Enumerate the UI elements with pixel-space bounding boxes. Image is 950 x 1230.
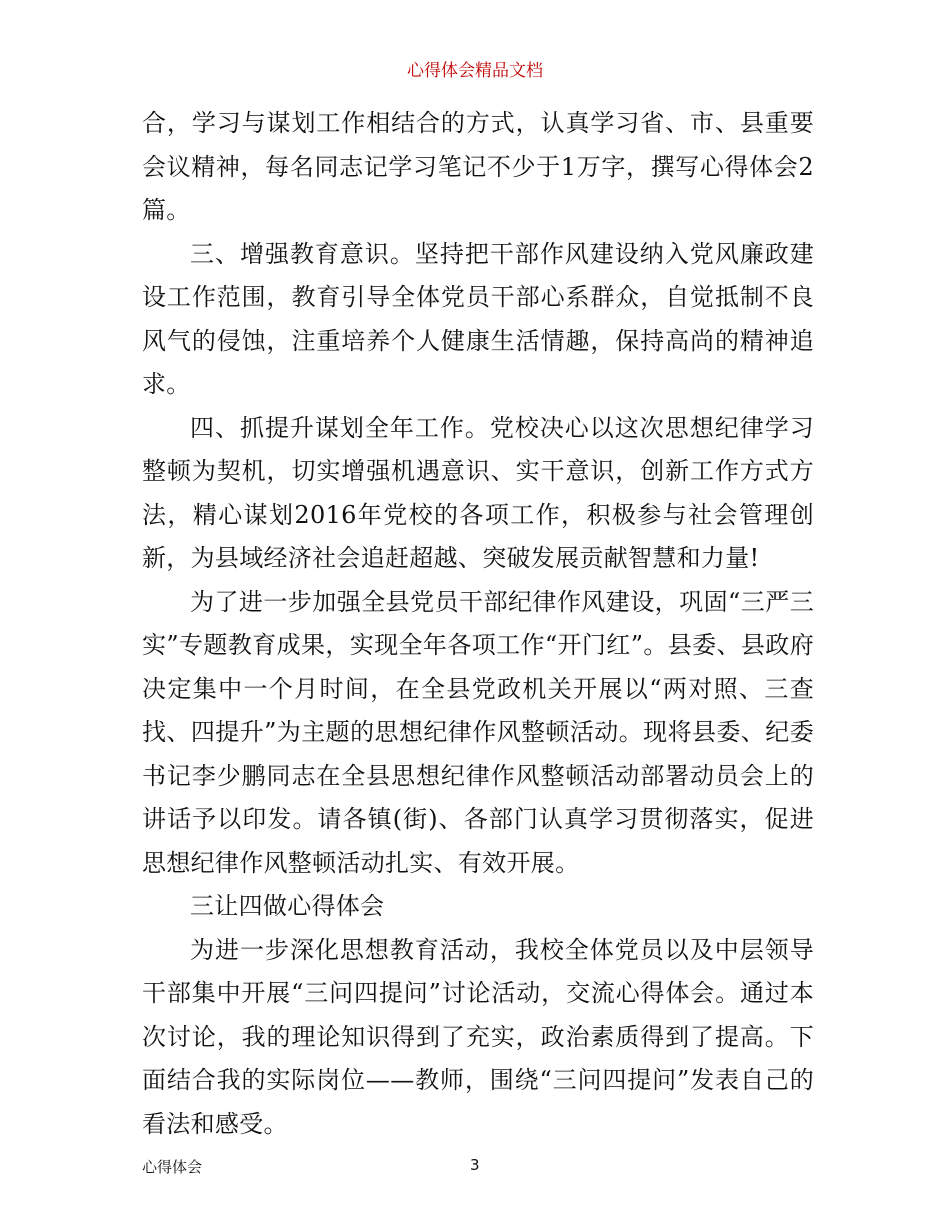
footer-label: 心得体会 [142, 1158, 203, 1176]
paragraph-education-awareness: 三、增强教育意识。坚持把干部作风建设纳入党风廉政建设工作范围，教育引导全体党员干部心系群众，自觉抵制不良风气的侵蚀，注重培养个人健康生活情趣，保持高尚的精神追求。 [142, 239, 814, 398]
paragraph-discipline-rectification: 为了进一步加强全县党员干部纪律作风建设，巩固“三严三实”专题教育成果，实现全年各项工作“开门红”。县委、县政府决定集中一个月时间，在全县党政机关开展以“两对照、三查找、四提升”为主题的思想纪律作风整顿活动。现将县委、纪委书记李少鹏同志在全县思想纪律作风整顿活动部署动员会上的讲话予以印发。请各镇(街)、各部门认真学习贯彻落实，促进思想纪律作风整顿活动扎实、有效开展。 [142, 587, 814, 877]
paragraph-continuation: 合，学习与谋划工作相结合的方式，认真学习省、市、县重要会议精神，每名同志记学习笔记不少于1万字，撰写心得体会2篇。 [142, 109, 814, 224]
paragraph-annual-planning: 四、抓提升谋划全年工作。党校决心以这次思想纪律学习整顿为契机，切实增强机遇意识、实干意识，创新工作方式方法，精心谋划2016年党校的各项工作，积极参与社会管理创新，为县域经济社会追赶超越、突破发展贡献智慧和力量! [142, 413, 814, 572]
section-heading: 三让四做心得体会 [190, 892, 385, 920]
page-header: 心得体会精品文档 [407, 61, 543, 81]
paragraph-discussion: 为进一步深化思想教育活动，我校全体党员以及中层领导干部集中开展“三问四提问”讨论活动，交流心得体会。通过本次讨论，我的理论知识得到了充实，政治素质得到了提高。下面结合我的实际岗位——教师，围绕“三问四提问”发表自己的看法和感受。 [142, 935, 814, 1138]
document-body [142, 102, 814, 1146]
page-number: 3 [470, 1156, 480, 1174]
